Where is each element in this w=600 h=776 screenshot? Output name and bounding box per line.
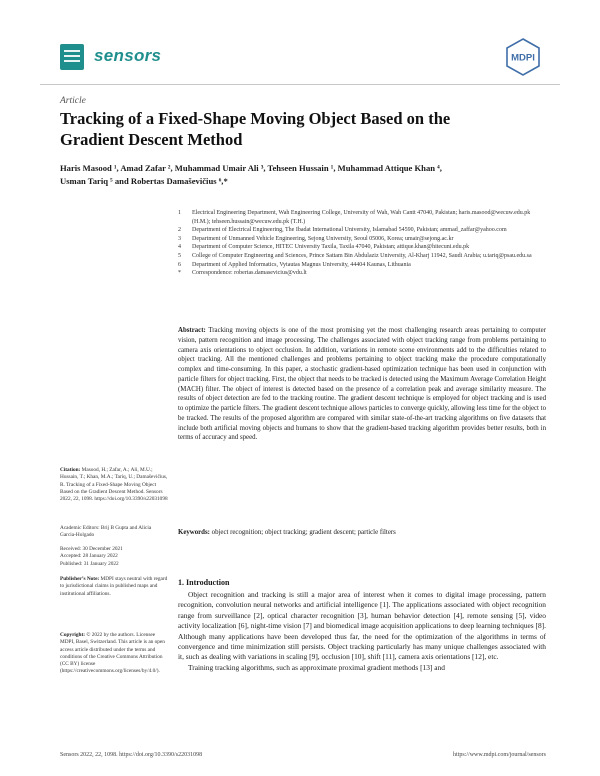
abstract-text: Tracking moving objects is one of the most promising yet the most challenging research areas pertaining to computer vision, pattern recognition and image processing. The challenges associated with object tracking range from problems pertaining to camera axis orientations to object occlusion. In addition, variations in remote scene environments add to the difficulties related to object tracking. All the mentioned challenges and problems pertaining to object tracking make the procedure computationally complex and time-consuming. In this paper, a stochastic gradient-based optimization technique has been used in conjunction with particle filters for object tracking. First, the object that needs to be tracked is detected using the Maximum Average Correlation Height (MACH) filter. The object of interest is detected based on the presence of a correlation peak and average similarity measure. The results of object detection are fed to the tracking routine. The gradient descent technique is employed for object tracking and is used to optimize the particle filters. The gradient descent technique allows particles to converge quickly, allowing less time for the object to be tracked. The results of the proposed algorithm are compared with similar state-of-the-art tracking algorithms on five datasets that include both artificial moving objects and humans to show that the gradient-based tracking algorithm provides better results, both in terms of accuracy and speed. — [178, 327, 546, 442]
footer-journal-url[interactable]: https://www.mdpi.com/journal/sensors — [453, 752, 546, 758]
affiliation-item: 4 Department of Computer Science, HITEC University Taxila, Taxila 47040, Pakistan; attique.khan@hitecuni.edu.pk — [178, 244, 470, 251]
mdpi-logo-text: MDPI — [511, 52, 535, 64]
affiliation-item: 2 Department of Electrical Engineering, The Ibadat International University, Islamabad 54590, Pakistan; ammad_zaffar@yahoo.com — [178, 227, 507, 234]
keywords-label: Keywords: — [178, 529, 210, 536]
article-title: Tracking of a Fixed-Shape Moving Object Based on the Gradient Descent Method — [60, 109, 451, 149]
affiliation-item: 1 Electrical Engineering Department, Wah Engineering College, University of Wah, Wah Cantt 47040, Pakistan; haris.masood@wecuw.edu.pk (H.M.); tehseen.hussain@wecuw.edu.pk (T.H.) — [178, 210, 531, 225]
date-published: Published: 31 January 2022 — [60, 560, 119, 567]
page-footer — [60, 752, 546, 758]
author-line-2: Usman Tariq ⁵ and Robertas Damaševičius ⁶,* — [60, 176, 228, 186]
abstract-label: Abstract: — [178, 327, 206, 334]
keywords — [178, 528, 546, 538]
academic-editors: Academic Editors: Brij B Gupta and Alicia Garcia-Holgado — [60, 525, 152, 539]
publication-dates — [60, 546, 168, 568]
article-type: Article — [60, 96, 86, 106]
mdpi-logo-icon — [503, 37, 543, 77]
correspondence: * Correspondence: robertas.damasevicius@vdu.lt — [178, 270, 307, 277]
abstract — [178, 326, 546, 443]
date-accepted: Accepted: 28 January 2022 — [60, 553, 118, 560]
affiliations — [178, 209, 546, 278]
affiliation-item: 6 Department of Applied Informatics, Vytautas Magnus University, 44404 Kaunas, Lithuania — [178, 261, 411, 268]
author-list — [60, 162, 530, 188]
keywords-text: object recognition; object tracking; gradient descent; particle filters — [211, 529, 396, 536]
date-received: Received: 30 December 2021 — [60, 546, 123, 552]
introduction-body — [178, 590, 546, 673]
header-divider — [40, 84, 560, 85]
journal-name: sensors — [94, 46, 162, 65]
citation-block: Citation: Masood, H.; Zafar, A.; Ali, M.U.; Hussain, T.; Khan, M.A.; Tariq, U.; Damaševičius, R. Tracking of a Fixed-Shape Moving Object Based on the Gradient Descent Method. Sensors 2022, 22, 1098. https://doi.org/10.3390/s22031098 — [60, 467, 168, 503]
affiliation-item: 3 Department of Unmanned Vehicle Engineering, Sejong University, Seoul 05006, Korea; umair@sejong.ac.kr — [178, 235, 454, 242]
publisher-note: Publisher’s Note: MDPI stays neutral with regard to jurisdictional claims in published maps and institutional affiliations. — [60, 576, 168, 597]
affiliation-item: 5 College of Computer Engineering and Sciences, Prince Sattam Bin Abdulaziz University, Al-Kharj 11942, Saudi Arabia; u.tariq@psau.edu.sa — [178, 252, 532, 259]
journal-logo-icon — [60, 44, 84, 70]
paragraph: Training tracking algorithms, such as approximate proximal gradient methods [13] and — [188, 662, 445, 672]
author-line-1: Haris Masood ¹, Amad Zafar ², Muhammad Umair Ali ³, Tehseen Hussain ¹, Muhammad Attique Khan ⁴, — [60, 163, 442, 173]
copyright-block: Copyright: © 2022 by the authors. Licensee MDPI, Basel, Switzerland. This article is an open access article distributed under the terms and conditions of the Creative Commons Attribution (CC BY) license (https://creativecommons.org/licenses/by/4.0/). — [60, 632, 165, 675]
paragraph: Object recognition and tracking is still a major area of interest when it comes to digital image processing, pattern recognition, convolution neural networks and artificial intelligence [1]. The applications associated with object recognition range from surveillance [2], optical character recognition [3], human behavior detection [4], remote sensing [5], video activity localization [6], night-time vision [7] and biomedical image acquisition applications to deep learning techniques [8]. Although many applications have been developed thus far, the need for the optimization of the algorithms in terms of convergence and time minimization still persists. Object tracking particularly has many unique challenges associated with it, such as dealing with variations in scaling [9], occlusion [10], shift [11], camera axis orientations [12], etc. — [178, 590, 546, 662]
footer-citation[interactable]: Sensors 2022, 22, 1098. https://doi.org/10.3390/s22031098 — [60, 752, 203, 758]
citation-text[interactable]: Masood, H.; Zafar, A.; Ali, M.U.; Hussain, T.; Khan, M.A.; Tariq, U.; Damaševičius, R. Tracking of a Fixed-Shape Moving Object Based on the Gradient Descent Method. Sensors 2022, 22, 1098. https://doi.org/10.3390/s22031098 — [60, 467, 168, 503]
section-heading: 1. Introduction — [178, 578, 230, 587]
